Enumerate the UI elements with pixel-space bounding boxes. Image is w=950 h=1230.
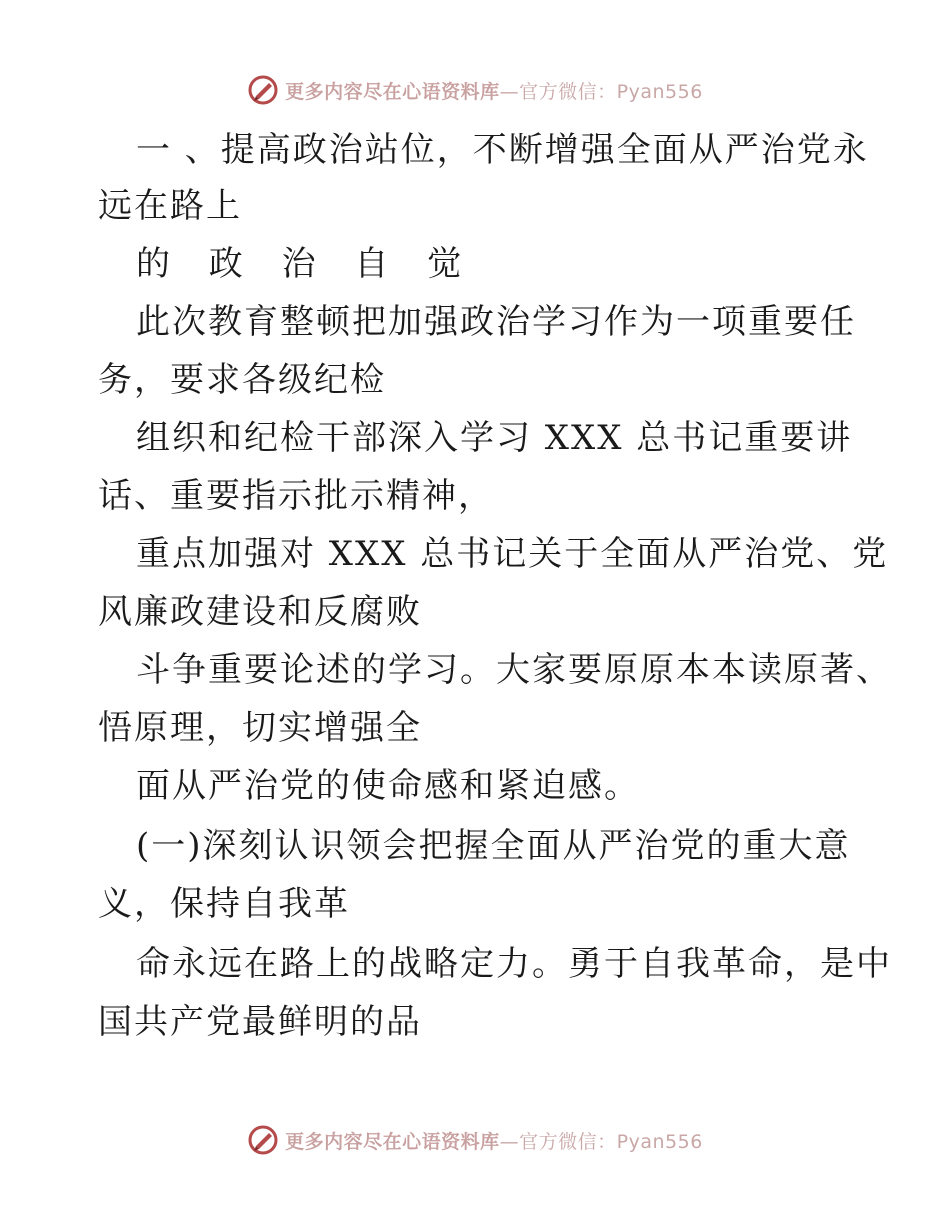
body-line: 义，保持自我革: [98, 884, 350, 924]
body-line: 的 政 治 自 觉: [136, 244, 476, 284]
body-line: 一 、提高政治站位，不断增强全面从严治党永: [136, 130, 869, 170]
body-line: 斗争重要论述的学习。大家要原原本本读原著、: [136, 650, 892, 690]
header-contact: —官方微信：Pyan556: [499, 80, 703, 103]
footer-contact: —官方微信：Pyan556: [499, 1130, 703, 1153]
footer-site-name: 更多内容尽在心语资料库: [285, 1130, 500, 1153]
body-line: 话、重要指示批示精神，: [98, 476, 494, 516]
footer-banner: [0, 1120, 950, 1160]
pen-logo-icon: [247, 1124, 279, 1156]
body-line: 悟原理，切实增强全: [98, 708, 422, 748]
body-line: 面从严治党的使命感和紧迫感。: [136, 766, 640, 806]
body-line: 国共产党最鲜明的品: [98, 1002, 422, 1042]
body-line: 务，要求各级纪检: [98, 360, 386, 400]
body-line: 风廉政建设和反腐败: [98, 592, 422, 632]
body-line: 组织和纪检干部深入学习 XXX 总书记重要讲: [136, 418, 853, 458]
body-line: 此次教育整顿把加强政治学习作为一项重要任: [136, 302, 856, 342]
body-line: 命永远在路上的战略定力。勇于自我革命，是中: [136, 944, 892, 984]
body-line: 重点加强对 XXX 总书记关于全面从严治党、党: [136, 534, 889, 574]
footer-text: [285, 1127, 703, 1154]
header-site-name: 更多内容尽在心语资料库: [285, 80, 500, 103]
body-line: 远在路上: [98, 186, 242, 226]
body-line: (一)深刻认识领会把握全面从严治党的重大意: [136, 826, 851, 866]
